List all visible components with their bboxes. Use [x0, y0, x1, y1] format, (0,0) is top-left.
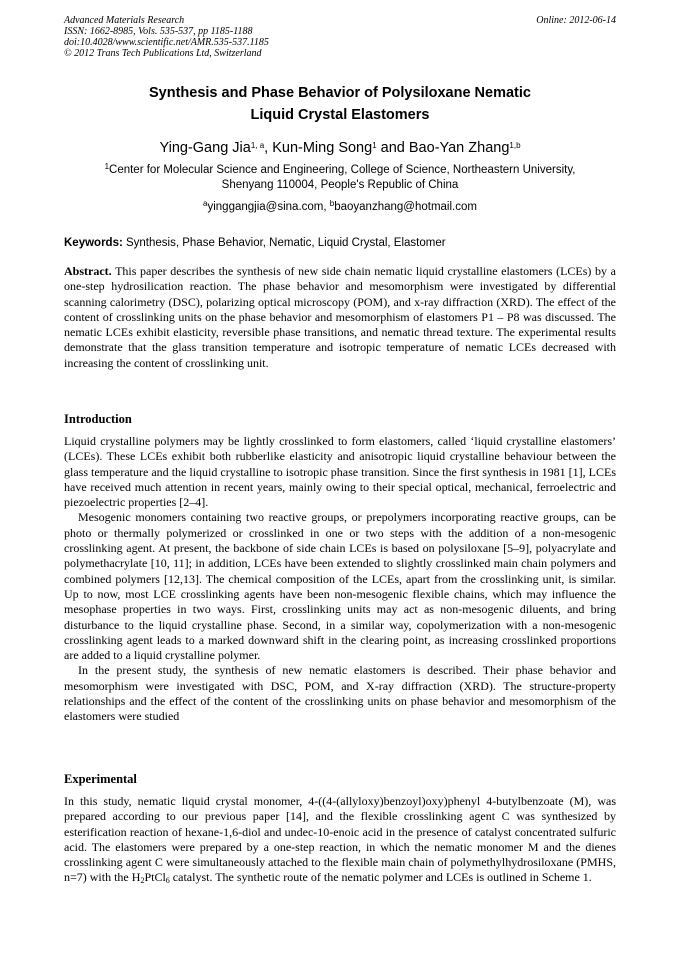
- catalyst-ptcl: PtCl: [144, 870, 166, 885]
- catalyst-sub-2: 2: [140, 876, 145, 886]
- keywords-text: Synthesis, Phase Behavior, Nematic, Liquid Crystal, Elastomer: [122, 237, 446, 249]
- author-1: Ying-Gang Jia: [159, 140, 251, 156]
- email-a: yinggangjia@sina.com,: [207, 201, 330, 213]
- abstract: [64, 264, 616, 371]
- keywords: [64, 236, 616, 250]
- author-2-affil-mark: 1: [372, 141, 377, 151]
- copyright-line: © 2012 Trans Tech Publications Ltd, Switzerland: [64, 48, 262, 59]
- experimental-paragraph-1: [64, 794, 616, 886]
- intro-paragraph-2: Mesogenic monomers containing two reactive groups, or prepolymers incorporating reactive groups, can be photo or thermally polymerized or crosslinked in one or two steps with the addition of a non-mesogenic crosslinking agent. At present, the backbone of side chain LCEs is based on polysiloxane [5–9], polyacrylate and polymethacrylate [10, 11]; in addition, LCEs have been extended to slightly crosslinked main chain polymers and combined polymers [12,13]. The chemical composition of the LCEs, apart from the crosslinking unit, is similar. Up to now, most LCE crosslinking agents have been non-mesogenic flexible chains, which may influence the mesophase properties in two ways. First, crosslinking units may act as non-mesogenic diluents, and bring disturbance to the liquid crystalline phase. Second, in a similar way, copolymerization with a non-mesogenic crosslinking agent leads to a marked downward shift in the clearing point, as increasing crosslinked proportions are added to a liquid crystalline polymer.: [64, 510, 616, 663]
- author-emails: [64, 200, 616, 215]
- issn-line: ISSN: 1662-8985, Vols. 535-537, pp 1185-1188: [64, 26, 253, 37]
- author-list: [64, 139, 616, 157]
- title-line-2: Liquid Crystal Elastomers: [250, 107, 430, 123]
- intro-paragraph-1: Liquid crystalline polymers may be lightly crosslinked to form elastomers, called ‘liquid crystalline elastomers’ (LCEs). These LCEs exhibit both rubberlike elasticity and anisotropic liquid crystalline behaviour between the glass temperature and the liquid crystalline to isotropic phase transition. Since the first synthesis in 1981 [1], LCEs have received much attention in recent years, mainly owing to their special optical, mechanical, ferroelectric and piezoelectric properties [2–4].: [64, 434, 616, 510]
- author-3: and Bao-Yan Zhang: [376, 140, 510, 156]
- email-a-mark: a: [203, 199, 208, 209]
- keywords-label: Keywords:: [64, 237, 123, 249]
- exp-text-before: In this study, nematic liquid crystal monomer, 4-((4-(allyloxy)benzoyl)oxy)phenyl 4-butylbenzoate (M), was prepared according to our previous paper [14], and the flexible crosslinking agent C was synthesized by esterification reaction of hexane-1,6-diol and undec-10-enoic acid in the presence of catalyst concentrated sulfuric acid. The elastomers were prepared by a one-step reaction, in which the nematic monomer M and the dienes crosslinking agent C were simultaneously attached to the flexible main chain of polymethylhydrosiloxane (PMHS, n=7) with the: [64, 794, 616, 885]
- paper-title: [64, 82, 616, 126]
- online-date: Online: 2012-06-14: [536, 15, 616, 26]
- experimental-heading: Experimental: [64, 772, 137, 786]
- author-2: , Kun-Ming Song: [264, 140, 373, 156]
- doi-line: doi:10.4028/www.scientific.net/AMR.535-537.1185: [64, 37, 269, 48]
- title-line-1: Synthesis and Phase Behavior of Polysiloxane Nematic: [149, 85, 531, 101]
- experimental-section: [64, 794, 616, 886]
- catalyst-h: H: [131, 870, 141, 885]
- intro-paragraph-3: In the present study, the synthesis of new nematic elastomers is described. Their phase behavior and mesomorphism were investigated with DSC, POM, and X-ray diffraction (XRD). The structure-property relationships and the effect of the content of the crosslinking units on phase behavior and mesomorphism of the elastomers were studied: [64, 663, 616, 724]
- exp-text-after: catalyst. The synthetic route of the nematic polymer and LCEs is outlined in Scheme 1.: [169, 870, 592, 885]
- journal-header: [64, 15, 616, 59]
- affiliation-text-1: Center for Molecular Science and Engineering, College of Science, Northeastern University,: [109, 164, 576, 176]
- email-b: baoyanzhang@hotmail.com: [334, 201, 477, 213]
- email-b-mark: b: [329, 199, 335, 209]
- introduction-heading: Introduction: [64, 412, 132, 426]
- author-1-affil-mark: 1, a: [250, 141, 265, 151]
- journal-name: Advanced Materials Research: [64, 15, 185, 26]
- affiliation-line-2: Shenyang 110004, People's Republic of China: [221, 179, 459, 191]
- introduction-section: [64, 434, 616, 725]
- catalyst-sub-6: 6: [165, 876, 170, 886]
- affiliation-mark: 1: [104, 162, 110, 172]
- abstract-label: Abstract.: [64, 264, 112, 278]
- affiliation-line-1: [64, 163, 616, 178]
- author-3-affil-mark: 1,b: [509, 141, 521, 151]
- abstract-text: This paper describes the synthesis of new side chain nematic liquid crystalline elastomers (LCEs) by a one-step hydrosilication reaction. The phase behavior and mesomorphism were investigated by differential scanning calorimetry (DSC), polarizing optical microscopy (POM), and x-ray diffraction (XRD). The effect of the content of crosslinking units on the phase behavior and mesomorphism of elastomers P1 – P8 was discussed. The nematic LCEs exhibit elasticity, reversible phase transitions, and nematic thread texture. The experimental results demonstrate that the glass transition temperature and isotropic temperature of nematic LCEs decreased with increasing the content of crosslinking unit.: [64, 264, 616, 370]
- affiliation: [64, 163, 616, 193]
